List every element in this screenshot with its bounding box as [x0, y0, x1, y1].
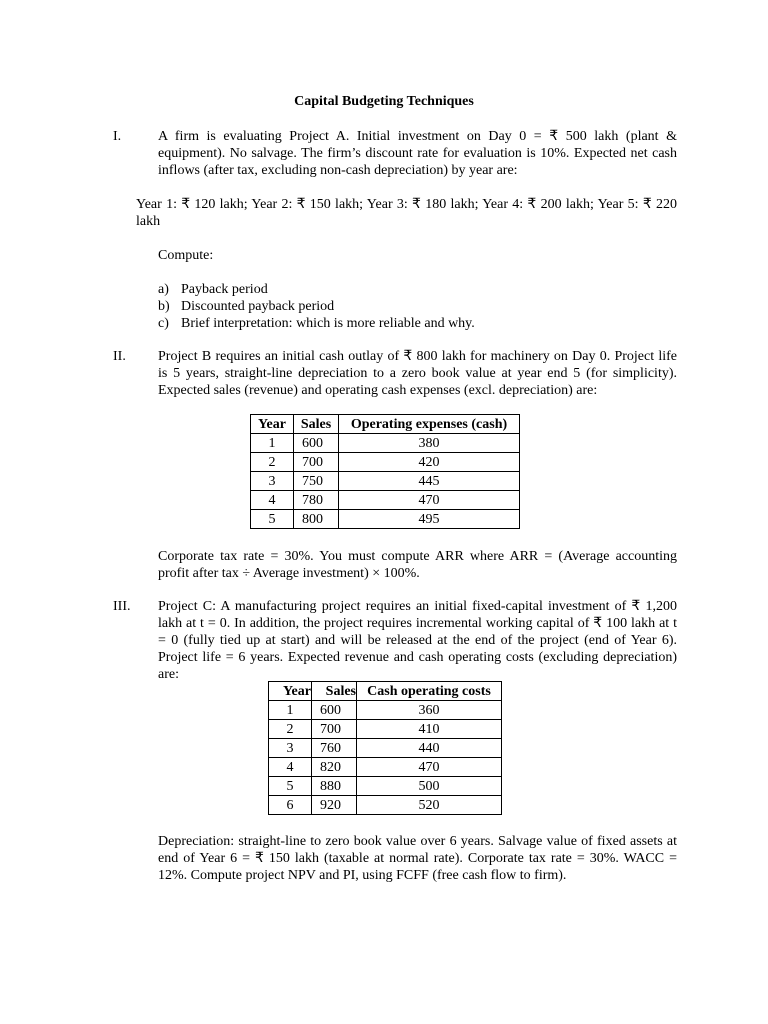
table-cell: 600: [294, 434, 339, 453]
column-header-year: Year: [251, 415, 294, 434]
table-cell: 700: [294, 453, 339, 472]
table-cell: 2: [269, 720, 312, 739]
table-cell: 470: [339, 491, 520, 510]
table-row: [251, 434, 520, 453]
question-2-text: Project B requires an initial cash outlay of ₹ 800 lakh for machinery on Day 0. Project life is 5 years, straight-line depreciation to a zero book value at year end 5 (for simplicity). Expected sales (revenue) and operating cash expenses (excl. depreciation) are:: [158, 349, 677, 398]
column-header-expenses: Operating expenses (cash): [339, 415, 520, 434]
list-item: [158, 281, 475, 298]
question-3-numeral: III.: [113, 599, 131, 614]
column-header-sales: Sales: [312, 682, 357, 701]
table-cell: 420: [339, 453, 520, 472]
table-cell: 2: [251, 453, 294, 472]
question-2-numeral: II.: [113, 349, 126, 364]
table-header-row: [251, 415, 520, 434]
table-cell: 6: [269, 796, 312, 815]
question-3-text: Project C: A manufacturing project requires an initial fixed-capital investment of ₹ 1,200 lakh at t = 0. In addition, the project requires incremental working capital of ₹ 100 lakh at t = 0 (fully tied up at start) and will be released at the end of the project (end of Year 6). Project life = 6 years. Expected revenue and cash operating costs (excluding depreciation) are:: [158, 599, 677, 682]
column-header-costs: Cash operating costs: [357, 682, 502, 701]
table-cell: 1: [251, 434, 294, 453]
table-cell: 410: [357, 720, 502, 739]
table-row: [269, 720, 502, 739]
list-item: [158, 298, 475, 315]
table-cell: 820: [312, 758, 357, 777]
table-row: [251, 510, 520, 529]
table-cell: 920: [312, 796, 357, 815]
project-c-table: [268, 681, 502, 815]
table-cell: 440: [357, 739, 502, 758]
table-cell: 800: [294, 510, 339, 529]
project-b-table: [250, 414, 520, 529]
table-cell: 4: [251, 491, 294, 510]
table-row: [251, 472, 520, 491]
compute-label: Compute:: [158, 248, 214, 263]
table-cell: 5: [269, 777, 312, 796]
table-row: [251, 453, 520, 472]
table-cell: 380: [339, 434, 520, 453]
table-cell: 470: [357, 758, 502, 777]
cash-inflows-line: Year 1: ₹ 120 lakh; Year 2: ₹ 150 lakh; Year 3: ₹ 180 lakh; Year 4: ₹ 200 lakh; Year 5: ₹ 220 lakh: [136, 197, 677, 229]
table-row: [269, 739, 502, 758]
table-cell: 600: [312, 701, 357, 720]
table-cell: 3: [251, 472, 294, 491]
column-header-year: Year: [269, 682, 312, 701]
table-cell: 880: [312, 777, 357, 796]
table-row: [269, 701, 502, 720]
table-cell: 1: [269, 701, 312, 720]
question-3-after-text: Depreciation: straight-line to zero book value over 6 years. Salvage value of fixed assets at end of Year 6 = ₹ 150 lakh (taxable at normal rate). Corporate tax rate = 30%. WACC = 12%. Compute project NPV and PI, using FCFF (free cash flow to firm).: [158, 834, 677, 883]
table-row: [269, 796, 502, 815]
table-cell: 520: [357, 796, 502, 815]
question-1-numeral: I.: [113, 129, 122, 144]
table-cell: 5: [251, 510, 294, 529]
table-cell: 495: [339, 510, 520, 529]
table-cell: 760: [312, 739, 357, 758]
compute-list: [158, 281, 475, 332]
table-row: [269, 758, 502, 777]
table-row: [251, 491, 520, 510]
list-item-text: Payback period: [181, 282, 268, 297]
table-cell: 445: [339, 472, 520, 491]
table-cell: 780: [294, 491, 339, 510]
table-cell: 750: [294, 472, 339, 491]
question-1-text: A firm is evaluating Project A. Initial investment on Day 0 = ₹ 500 lakh (plant & equipment). No salvage. The firm’s discount rate for evaluation is 10%. Expected net cash inflows (after tax, excluding non-cash depreciation) by year are:: [158, 129, 677, 178]
table-cell: 4: [269, 758, 312, 777]
page-title: Capital Budgeting Techniques: [294, 94, 474, 109]
column-header-sales: Sales: [294, 415, 339, 434]
question-2-after-text: Corporate tax rate = 30%. You must compute ARR where ARR = (Average accounting profit after tax ÷ Average investment) × 100%.: [158, 549, 677, 581]
list-item-text: Discounted payback period: [181, 299, 335, 314]
table-cell: 360: [357, 701, 502, 720]
list-item-text: Brief interpretation: which is more reliable and why.: [181, 316, 475, 331]
list-marker: a): [158, 282, 169, 297]
table-cell: 500: [357, 777, 502, 796]
table-header-row: [269, 682, 502, 701]
list-item: [158, 315, 475, 332]
table-cell: 3: [269, 739, 312, 758]
list-marker: c): [158, 316, 169, 331]
table-cell: 700: [312, 720, 357, 739]
table-row: [269, 777, 502, 796]
list-marker: b): [158, 299, 170, 314]
